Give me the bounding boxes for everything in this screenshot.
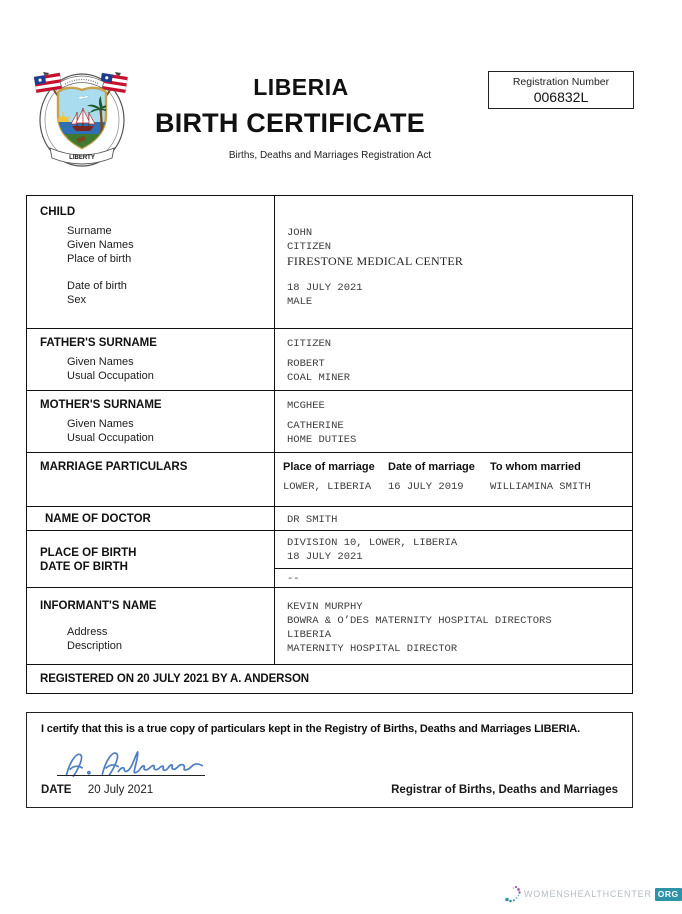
child-sex-label: Sex [67, 294, 86, 306]
informant-description-label: Description [67, 640, 123, 652]
father-occupation-value: COAL MINER [287, 372, 351, 384]
child-given-label: Given Names [67, 239, 134, 251]
marriage-section-label: MARRIAGE PARTICULARS [40, 461, 188, 473]
doctor-label-cell [27, 507, 275, 530]
womenshealthcenter-logo-icon [504, 884, 522, 904]
registered-line: REGISTERED ON 20 JULY 2021 BY A. ANDERSON [40, 673, 310, 685]
father-surname-value: CITIZEN [287, 338, 332, 350]
child-given-value: CITIZEN [287, 241, 332, 253]
marriage-spouse-value: WILLIAMINA SMITH [490, 481, 591, 493]
child-date-value: 18 JULY 2021 [287, 282, 363, 294]
registration-number-value: 006832L [533, 89, 589, 105]
birth-labels-cell [27, 531, 275, 587]
birth-date-label: DATE OF BIRTH [40, 561, 128, 573]
liberia-coat-of-arms-icon [28, 60, 136, 174]
row-marriage [27, 452, 632, 506]
certification-statement: I certify that this is a true copy of particulars kept in the Registry of Births, Deaths and Marriages LIBERIA. [41, 723, 580, 735]
marriage-values-cell [275, 453, 632, 506]
father-given-label: Given Names [67, 356, 134, 368]
date-value: 20 July 2021 [87, 784, 154, 796]
child-surname-value: JOHN [287, 227, 313, 239]
row-registered [27, 664, 632, 693]
father-given-value: ROBERT [287, 358, 325, 370]
row-child [27, 196, 632, 328]
doctor-section-label: NAME OF DOCTOR [45, 513, 151, 525]
page-title: LIBERIA [253, 74, 349, 100]
mother-section-label: MOTHER'S SURNAME [40, 399, 162, 411]
child-values-cell [275, 196, 632, 328]
birth-place-label: PLACE OF BIRTH [40, 547, 137, 559]
date-label: DATE [41, 784, 72, 796]
mother-occupation-value: HOME DUTIES [287, 434, 357, 446]
child-sex-value: MALE [287, 296, 313, 308]
page-subtitle: BIRTH CERTIFICATE [155, 108, 425, 138]
birth-place-value: DIVISION 10, LOWER, LIBERIA [287, 537, 458, 549]
child-labels-cell [27, 196, 275, 328]
certification-box [26, 712, 633, 808]
child-surname-label: Surname [67, 225, 112, 237]
child-date-label: Date of birth [67, 280, 127, 292]
row-doctor [27, 506, 632, 530]
liberty-ribbon-text: LIBERTY [69, 155, 95, 161]
doctor-value: DR SMITH [287, 514, 338, 526]
birth-extra-value: -- [287, 573, 300, 585]
marriage-spouse-header: To whom married [490, 461, 581, 473]
marriage-place-header: Place of marriage [283, 461, 375, 473]
informant-description-value: MATERNITY HOSPITAL DIRECTOR [287, 643, 458, 655]
watermark-text: WOMENSHEALTHCENTER [524, 889, 652, 899]
doctor-value-cell [275, 507, 632, 530]
informant-address-value: LIBERIA [287, 629, 332, 641]
child-section-label: CHILD [40, 206, 76, 218]
act-line: Births, Deaths and Marriages Registration Act [228, 150, 432, 161]
watermark [504, 884, 682, 904]
row-mother [27, 390, 632, 452]
birth-values-cell [275, 531, 632, 587]
marriage-label-cell [27, 453, 275, 506]
informant-address-label: Address [67, 626, 108, 638]
informant-org-value: BOWRA & O’DES MATERNITY HOSPITAL DIRECTORS [287, 615, 552, 627]
child-place-value: FIRESTONE MEDICAL CENTER [287, 254, 464, 268]
father-section-label: FATHER'S SURNAME [40, 337, 157, 349]
registration-number-label: Registration Number [512, 76, 610, 88]
father-labels-cell [27, 329, 275, 390]
row-birth-place-date [27, 530, 632, 587]
watermark-org-badge: ORG [655, 888, 682, 901]
mother-surname-value: MCGHEE [287, 400, 325, 412]
signature-path [66, 750, 203, 777]
mother-labels-cell [27, 391, 275, 452]
mother-values-cell [275, 391, 632, 452]
registration-number-box [488, 71, 634, 109]
informant-section-label: INFORMANT'S NAME [40, 600, 157, 612]
child-place-label: Place of birth [67, 253, 132, 265]
father-occupation-label: Usual Occupation [67, 370, 154, 382]
informant-name-value: KEVIN MURPHY [287, 601, 363, 613]
registrar-title: Registrar of Births, Deaths and Marriages [391, 784, 618, 796]
date-group [41, 780, 153, 798]
row-informant [27, 587, 632, 664]
informant-values-cell [275, 588, 632, 664]
mother-given-value: CATHERINE [287, 420, 344, 432]
row-father [27, 328, 632, 390]
certificate-table [26, 195, 633, 694]
informant-labels-cell [27, 588, 275, 664]
marriage-place-value: LOWER, LIBERIA [283, 481, 372, 493]
birth-date-value: 18 JULY 2021 [287, 551, 363, 563]
mother-given-label: Given Names [67, 418, 134, 430]
father-values-cell [275, 329, 632, 390]
mother-occupation-label: Usual Occupation [67, 432, 154, 444]
marriage-date-value: 16 JULY 2019 [388, 481, 464, 493]
signature-underline [57, 775, 205, 776]
marriage-date-header: Date of marriage [388, 461, 475, 473]
